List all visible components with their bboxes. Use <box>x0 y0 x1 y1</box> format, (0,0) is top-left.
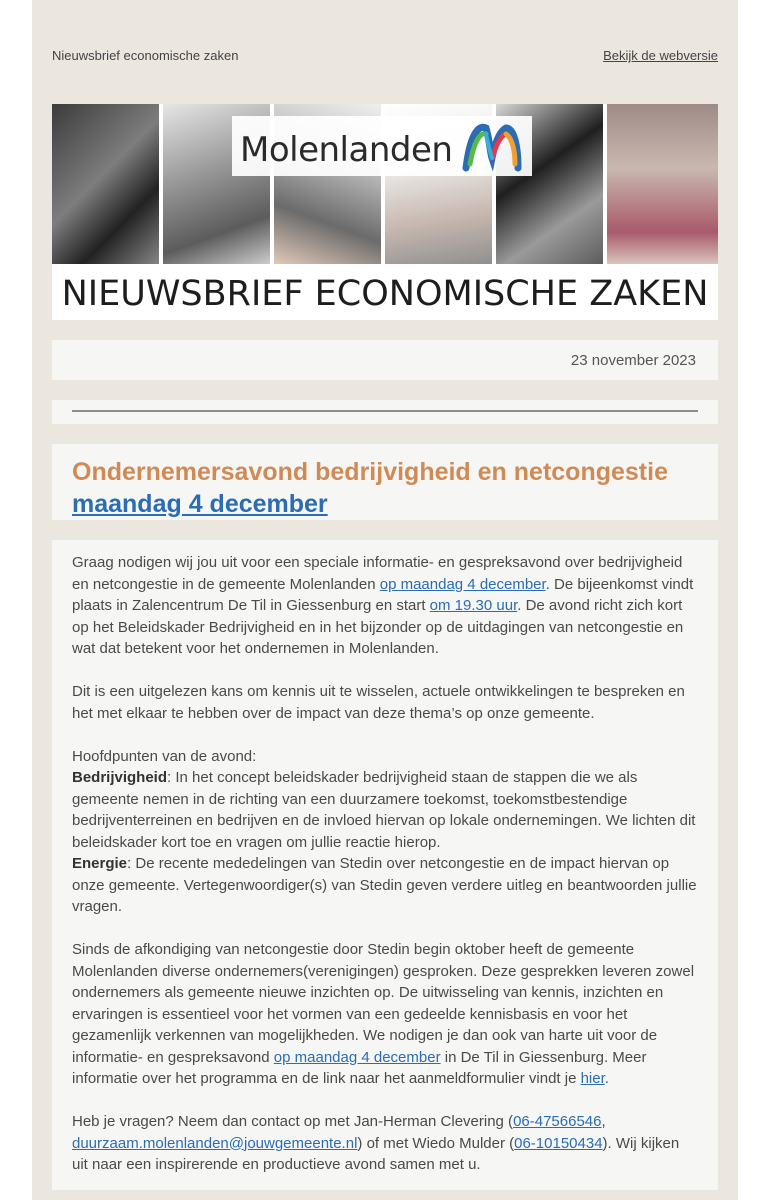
banner-photo <box>52 104 163 264</box>
text: in De Til in Giessenburg. Meer informatie over het programma en de link naar het aanmeldformulier vindt je <box>72 1048 647 1087</box>
email-container <box>32 0 738 1200</box>
highlight-label: Energie <box>72 855 128 872</box>
webversion-link[interactable]: Bekijk de webversie <box>603 48 718 63</box>
email-header <box>52 46 718 66</box>
publication-date: 23 november 2023 <box>570 352 696 369</box>
article-title <box>52 444 718 520</box>
date-link[interactable]: op maandag 4 december <box>379 575 546 593</box>
phone-link[interactable]: 06-47566546 <box>513 1113 602 1130</box>
paragraph-background <box>72 939 698 1090</box>
municipality-logo <box>232 116 532 176</box>
date-link[interactable]: op maandag 4 december <box>273 1048 441 1066</box>
paragraph-contact <box>72 1111 698 1176</box>
text: Heb je vragen? Neem dan contact op met Jan-Herman Clevering ( <box>72 1113 514 1130</box>
date-bar <box>52 340 718 380</box>
phone-link[interactable]: 06-10150434 <box>514 1134 603 1152</box>
text: Sinds de afkondiging van netcongestie door Stedin begin oktober heeft de gemeente Molenlanden diverse ondernemers(verenigingen) gesproken. Deze gesprekken leveren zowel ondernemers als gemeente nieuwe inzichten op. De uitwisseling van kennis, inzichten en ervaringen is essentieel voor het vormen van een gedeelde kennisbasis en voor het gezamenlijk verkennen van mogelijkheden. We nodigen je dan ook van harte uit voor de informatie- en gespreksavond <box>72 941 695 1066</box>
text: , <box>601 1113 606 1130</box>
logo-mark-icon <box>460 118 524 174</box>
text: . <box>604 1070 609 1087</box>
highlight-text: : In het concept beleidskader bedrijvigheid staan de stappen die we als gemeente nemen in de richting van een duurzamere toekomst, toekomstbestendige bedrijventerreinen en bedrijven en de invloed hiervan op lokale ondernemingen. We lichten dit beleidskader kort toe en vragen om jullie reactie hierop. <box>72 769 696 851</box>
article-body <box>52 540 718 1190</box>
highlights-intro: Hoofdpunten van de avond: <box>72 747 257 765</box>
newsletter-banner <box>52 104 718 320</box>
time-link[interactable]: om 19.30 uur <box>429 597 518 614</box>
paragraph-invitation <box>72 552 698 660</box>
banner-photo <box>607 104 718 264</box>
divider <box>72 410 698 412</box>
article-title-text: Ondernemersavond bedrijvigheid en netcongestie <box>72 458 668 486</box>
divider-block <box>52 400 718 424</box>
text: . De bijeenkomst vindt plaats in Zalencentrum De Til in Giessenburg en start <box>72 575 694 614</box>
newsletter-label: Nieuwsbrief economische zaken <box>52 48 239 63</box>
registration-link[interactable]: hier <box>580 1070 605 1087</box>
text: Graag nodigen wij jou uit voor een speciale informatie- en gespreksavond over bedrijvigheid en netcongestie in de gemeente Molenlanden <box>72 554 683 593</box>
text: ) of met Wiedo Mulder ( <box>357 1134 515 1152</box>
paragraph-opportunity: Dit is een uitgelezen kans om kennis uit te wisselen, actuele ontwikkelingen te bespreken en het met elkaar te hebben over de impact van deze thema’s op onze gemeente. <box>72 683 685 722</box>
logo-text: Molenlanden <box>240 130 453 170</box>
email-link[interactable]: duurzaam.molenlanden@jouwgemeente.nl <box>72 1134 358 1152</box>
paragraph-highlights <box>72 746 698 918</box>
highlight-text: : De recente mededelingen van Stedin over netcongestie en de impact hiervan op onze gemeente. Vertegenwoordiger(s) van Stedin geven verdere uitleg en beantwoorden jullie vragen. <box>72 855 697 915</box>
article-title-date-link[interactable]: maandag 4 december <box>72 490 328 518</box>
text: ). Wij kijken uit naar een inspirerende en productieve avond samen met u. <box>72 1134 680 1173</box>
text: . De avond richt zich kort op het Beleidskader Bedrijvigheid en in het bijzonder op de uitdagingen van netcongestie en wat dat betekent voor het ondernemen in Molenlanden. <box>72 597 684 657</box>
banner-title: NIEUWSBRIEF ECONOMISCHE ZAKEN <box>61 274 709 314</box>
highlight-label: Bedrijvigheid <box>72 769 168 786</box>
